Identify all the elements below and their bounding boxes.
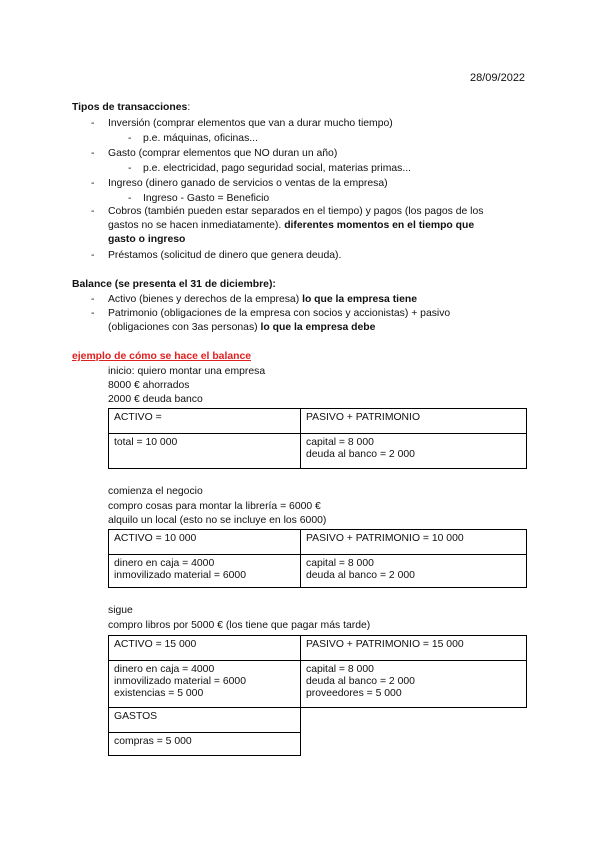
- example-title: ejemplo de cómo se hace el balance: [72, 351, 252, 362]
- balance-table-2: [108, 529, 527, 588]
- patrimonio-bold: lo que la empresa debe: [260, 322, 376, 333]
- section-title-text: Tipos de transacciones: [72, 102, 188, 113]
- table2-activo-header: ACTIVO = 10 000: [109, 530, 301, 555]
- bullet-dash: -: [91, 178, 95, 189]
- table1-activo-body: [109, 434, 301, 469]
- example-intro-1: inicio: quiero montar una empresa: [108, 366, 266, 377]
- sub-bullet-gasto: p.e. electricidad, pago seguridad social, materias primas...: [143, 163, 411, 174]
- table3-empty-cell: [301, 733, 527, 756]
- bullet-patrimonio-line1: Patrimonio (obligaciones de la empresa con socios y accionistas) + pasivo: [108, 308, 451, 319]
- table1-pasivo-line: deuda al banco = 2 000: [306, 449, 415, 460]
- activo-text: Activo (bienes y derechos de la empresa): [108, 294, 300, 305]
- step3-line-1: sigue: [108, 605, 133, 616]
- table3-pasivo-line: deuda al banco = 2 000: [306, 676, 415, 687]
- bullet-cobros-line2: [108, 220, 474, 231]
- step3-line-2: compro libros por 5000 € (los tiene que pagar más tarde): [108, 620, 371, 631]
- cobros-line2-bold: diferentes momentos en el tiempo que: [284, 220, 475, 231]
- table3-empty-cell: [301, 708, 527, 733]
- balance-table-1: [108, 408, 527, 469]
- bullet-dash: -: [91, 148, 95, 159]
- step2-line-3: alquilo un local (esto no se incluye en los 6000): [108, 515, 327, 526]
- bullet-patrimonio-line2: [108, 322, 375, 333]
- example-intro-3: 2000 € deuda banco: [108, 394, 203, 405]
- sub-bullet-dash: -: [128, 163, 132, 174]
- bullet-dash: -: [91, 308, 95, 319]
- bullet-cobros-line1: Cobros (también pueden estar separados en el tiempo) y pagos (los pagos de los: [108, 206, 484, 217]
- bullet-dash: -: [91, 250, 95, 261]
- table1-pasivo-header: PASIVO + PATRIMONIO: [301, 409, 527, 434]
- bullet-prestamos: Préstamos (solicitud de dinero que genera deuda).: [108, 250, 342, 261]
- bullet-cobros-line3: [108, 234, 185, 245]
- table3-activo-line: inmovilizado material = 6000: [114, 676, 246, 687]
- table2-pasivo-line: deuda al banco = 2 000: [306, 570, 415, 581]
- title-colon: :: [187, 102, 191, 113]
- bullet-inversion: Inversión (comprar elementos que van a durar mucho tiempo): [108, 118, 393, 129]
- section-title-transacciones: [72, 102, 190, 113]
- table3-activo-body: [109, 661, 301, 708]
- table3-activo-line: dinero en caja = 4000: [114, 664, 215, 675]
- document-date: 28/09/2022: [470, 72, 526, 84]
- bullet-gasto: Gasto (comprar elementos que NO duran un año): [108, 148, 338, 159]
- table3-gastos-body: compras = 5 000: [109, 733, 301, 756]
- table3-pasivo-body: [301, 661, 527, 708]
- table2-pasivo-header: PASIVO + PATRIMONIO = 10 000: [301, 530, 527, 555]
- bullet-activo: [108, 294, 417, 305]
- bullet-dash: -: [91, 206, 95, 217]
- sub-bullet-dash: -: [128, 133, 132, 144]
- table2-activo-body: [109, 555, 301, 588]
- bullet-ingreso: Ingreso (dinero ganado de servicios o ventas de la empresa): [108, 178, 388, 189]
- table2-pasivo-line: capital = 8 000: [306, 558, 374, 569]
- table3-activo-line: existencias = 5 000: [114, 688, 204, 699]
- bullet-dash: -: [91, 118, 95, 129]
- bullet-dash: -: [91, 294, 95, 305]
- sub-bullet-inversion: p.e. máquinas, oficinas...: [143, 133, 258, 144]
- cobros-line3-bold: gasto o ingreso: [108, 234, 186, 245]
- table3-pasivo-line: capital = 8 000: [306, 664, 374, 675]
- table3-pasivo-header: PASIVO + PATRIMONIO = 15 000: [301, 636, 527, 661]
- table3-gastos-header: GASTOS: [109, 708, 301, 733]
- table1-pasivo-body: [301, 434, 527, 469]
- activo-bold: lo que la empresa tiene: [302, 294, 417, 305]
- table2-activo-line: inmovilizado material = 6000: [114, 570, 246, 581]
- balance-table-3: [108, 635, 527, 756]
- table1-activo-header: ACTIVO =: [109, 409, 301, 434]
- step2-line-1: comienza el negocio: [108, 486, 203, 497]
- table1-activo-line: total = 10 000: [114, 437, 178, 448]
- table3-activo-header: ACTIVO = 15 000: [109, 636, 301, 661]
- example-intro-2: 8000 € ahorrados: [108, 380, 190, 391]
- step2-line-2: compro cosas para montar la librería = 6000 €: [108, 501, 321, 512]
- section-title-balance: Balance (se presenta el 31 de diciembre):: [72, 279, 276, 290]
- cobros-line2-text: gastos no se hacen inmediatamente).: [108, 220, 282, 231]
- table2-pasivo-body: [301, 555, 527, 588]
- sub-bullet-dash: -: [128, 193, 132, 204]
- table3-pasivo-line: proveedores = 5 000: [306, 688, 402, 699]
- table1-pasivo-line: capital = 8 000: [306, 437, 374, 448]
- sub-bullet-ingreso: Ingreso - Gasto = Beneficio: [143, 193, 270, 204]
- table2-activo-line: dinero en caja = 4000: [114, 558, 215, 569]
- patrimonio-text: (obligaciones con 3as personas): [108, 322, 258, 333]
